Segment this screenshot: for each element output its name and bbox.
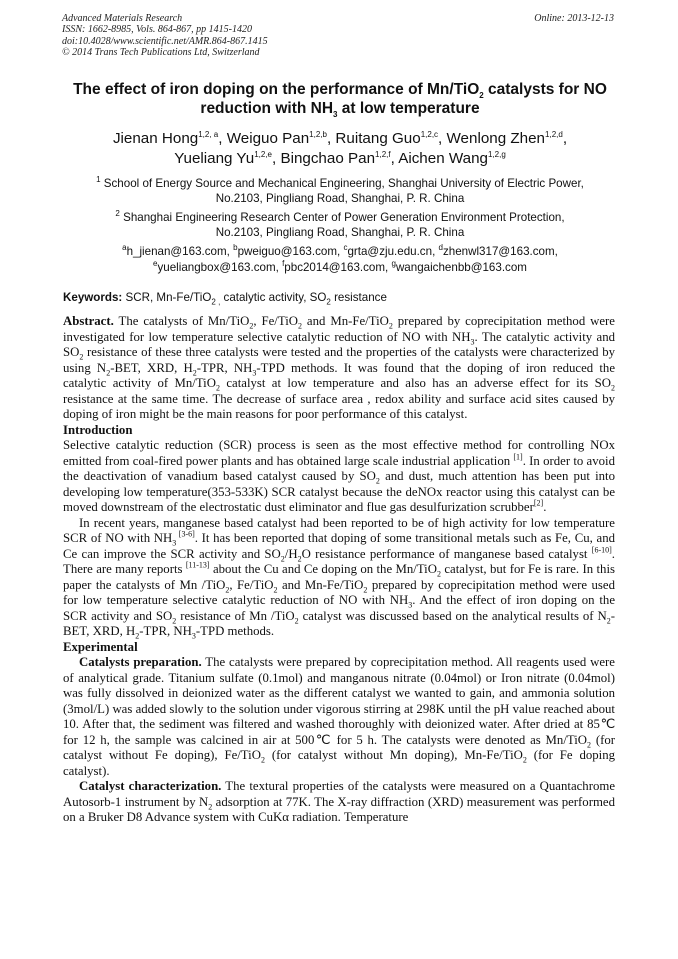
author: Ruitang Guo$^{1,2,c}$ <box>335 129 439 147</box>
affiliation-2: $^2$ Shanghai Engineering Research Center of Power Generation Environment Protection, No.2103, Pingliang Road, Shanghai, P. R. China <box>115 209 565 239</box>
abstract: Abstract. The catalysts of Mn/TiO$_2$, Fe/TiO$_2$ and Mn-Fe/TiO$_2$ prepared by coprecipitation method were investigated for low temperature selective catalytic reduction of NO with $NH_3$. The catalytic activity and $SO_2$ resistance of these three catalysts were tested and the properties of the catalysts were characterized by using $N_2$-BET, XRD, $H_2$-TPR, $NH_3$-TPD methods. It was found that the doping of iron reduced the catalytic activity of Mn/TiO$_2$ catalyst at low temperature and also has an adverse effect for its $SO_2$ resistance at the same time. The decrease of surface area , redox ability and surface acid sites caused by doping of iron might be the main reasons for poor performance of this catalyst. <box>63 314 615 421</box>
author: Aichen Wang$^{1,2,g}$ <box>398 149 506 167</box>
section-heading-introduction: Introduction <box>63 422 133 437</box>
keywords: Keywords: SCR, Mn-Fe/TiO$_{2 ,}$ catalytic activity, $SO_2$ resistance <box>63 291 387 307</box>
section-heading-experimental: Experimental <box>63 639 138 654</box>
paper-body <box>63 314 615 826</box>
email[interactable]: $^b$pweiguo@163.com <box>233 243 337 258</box>
email[interactable]: $^a$h_jienan@163.com <box>122 243 227 258</box>
experimental-paragraph: Catalysts preparation. The catalysts were prepared by coprecipitation method. All reagents used were of analytical grade. Titanium sulfate (0.1mol) and manganous nitrate (0.04mol) or Iron nitrate (0.04mol) was fully dissolved in deionized water as the different catalyst we wanted to gain, and ammonia solution (3mol/L) was added slowly to the solution under vigorous stirring at 298K until the pH value reached about 10. After that, the sediment was filtered and washed thoroughly with deionized water. After dried at 85℃ for 12 h, the sample was calcined in air at 500℃ for 5 h. The catalysts were denoted as Mn/TiO$_2$ (for catalyst without Fe doping), Fe/TiO$_2$ (for catalyst without Mn doping), Mn-Fe/TiO$_2$ (for Fe doping catalyst). <box>63 655 616 778</box>
online-date: Online: 2013-12-13 <box>534 13 614 24</box>
author: Wenlong Zhen$^{1,2,d}$ <box>446 129 563 147</box>
journal-copyright: © 2014 Trans Tech Publications Ltd, Switzerland <box>62 46 260 58</box>
email[interactable]: $^f$pbc2014@163.com <box>282 258 386 274</box>
experimental-paragraph: Catalyst characterization. The textural properties of the catalysts were measured on a Quantachrome Autosorb-1 instrument by $N_2$ adsorption at 77K. The X-ray diffraction (XRD) measurement was performed on a Bruker D8 Advance system with CuKα radiation. Temperature <box>63 779 615 824</box>
paper-title: The effect of iron doping on the performance of Mn/TiO$_2$ catalysts for NO reduction with $NH_3$ at low temperature <box>73 81 607 120</box>
journal-header <box>62 13 614 58</box>
email-list: $^a$h_jienan@163.com, $^b$pweiguo@163.com, $^c$grta@zju.edu.cn, $^d$zhenwl317@163.com, $^e$yueliangbox@163.com, $^f$pbc2014@163.com, $^g$wangaichenbb@163.com <box>122 243 558 274</box>
email[interactable]: $^c$grta@zju.edu.cn <box>343 243 433 258</box>
email[interactable]: $^g$wangaichenbb@163.com <box>391 258 527 274</box>
intro-paragraph: Selective catalytic reduction (SCR) process is seen as the most effective method for controlling NOx emitted from coal-fired power plants and has obtained large scale industrial application [1]. In order to avoid the deactivation of vanadium based catalyst caused by $SO_2$ and dust, much attention has been put into developing low temperature(353-533K) SCR catalyst because the deNOx reactor using this catalyst can be moved downstream of the electrostatic dust eliminator and flue gas desulfurization scrubber[2]. <box>63 438 615 514</box>
intro-paragraph: In recent years, manganese based catalyst had been reported to be of high activity for low temperature SCR of NO with $NH_3$ [3-6]. It has been reported that doping of some transitional metals such as Fe, Cu, and Ce can improve the SCR activity and $SO_2/H_2O$ resistance performance of manganese based catalyst [6-10]. There are many reports [11-13] about the Cu and Ce doping on the Mn/TiO$_2$ catalyst, but for Fe is rare. In this paper the catalysts of Mn /TiO$_2$, Fe/TiO$_2$ and Mn-Fe/TiO$_2$ prepared by coprecipitation method were used for low temperature selective catalytic reduction of NO with $NH_3$. And the effect of iron doping on the SCR activity and $SO_2$ resistance of Mn /TiO$_2$ catalyst was discussed based on the analytical results of $N_2$-BET, XRD, $H_2$-TPR, $NH_3$-TPD methods. <box>63 515 616 641</box>
author: Weiguo Pan$^{1,2,b}$ <box>226 129 327 147</box>
journal-doi: doi:10.4028/www.scientific.net/AMR.864-867.1415 <box>62 35 268 47</box>
journal-issn: ISSN: 1662-8985, Vols. 864-867, pp 1415-1420 <box>62 24 252 36</box>
affiliation-1: $^1$ School of Energy Source and Mechanical Engineering, Shanghai University of Electric Power, No.2103, Pingliang Road, Shanghai, P. R. China <box>96 175 584 205</box>
author-list: Jienan Hong$^{1,2, a}$, Weiguo Pan$^{1,2,b}$, Ruitang Guo$^{1,2,c}$, Wenlong Zhen$^{1,2,d}$, Yueliang Yu$^{1,2,e}$, Bingchao Pan$^{1,2,f}$, Aichen Wang$^{1,2,g}$ <box>112 129 568 167</box>
author: Yueliang Yu$^{1,2,e}$ <box>174 149 272 167</box>
author: Bingchao Pan$^{1,2,f}$ <box>280 149 391 167</box>
author: Jienan Hong$^{1,2, a}$ <box>112 129 219 147</box>
journal-name: Advanced Materials Research <box>62 13 183 24</box>
email[interactable]: $^e$yueliangbox@163.com <box>153 258 276 274</box>
email[interactable]: $^d$zhenwl317@163.com <box>438 243 555 258</box>
